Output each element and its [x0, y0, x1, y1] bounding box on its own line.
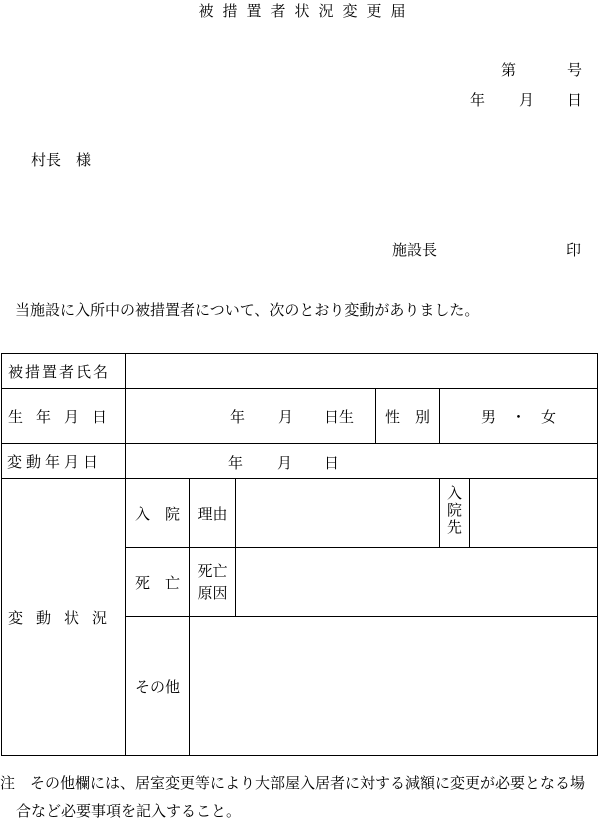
note-line1: 注 その他欄には、居室変更等により大部屋入居者に対する減額に変更が必要となる場 [0, 774, 586, 792]
change-form-table [1, 353, 598, 756]
status-label: 変動状況 [2, 479, 126, 756]
intro-text: 当施設に入所中の被措置者について、次のとおり変動がありました。 [15, 301, 480, 319]
name-field[interactable] [126, 354, 598, 389]
birth-day: 日生 [324, 408, 355, 426]
hospital-destination-text: 入院先 [447, 484, 463, 536]
hospital-reason-field[interactable] [236, 479, 440, 548]
change-month: 月 [277, 454, 293, 472]
hospital-destination-field[interactable] [470, 479, 598, 548]
name-label: 被措置者氏名 [2, 354, 126, 389]
date-year: 年 [470, 91, 486, 109]
date-day: 日 [567, 91, 583, 109]
change-date-field[interactable] [126, 444, 598, 479]
death-cause-line1: 死亡 [197, 562, 228, 580]
other-label: その他 [126, 617, 190, 756]
birth-label: 生年月日 [2, 389, 126, 444]
other-field[interactable] [190, 617, 598, 756]
sender-label: 施設長 [392, 241, 438, 259]
change-date-label: 変動年月日 [2, 444, 126, 479]
birth-month: 月 [278, 408, 294, 426]
seal-mark: 印 [566, 241, 582, 259]
hospital-reason-label: 理由 [190, 479, 236, 548]
death-label: 死 亡 [126, 548, 190, 617]
birth-year: 年 [230, 408, 246, 426]
hospital-label: 入 院 [126, 479, 190, 548]
death-cause-label [190, 548, 236, 617]
change-day: 日 [324, 454, 340, 472]
death-cause-line2: 原因 [197, 584, 228, 602]
sex-label: 性 別 [376, 389, 440, 444]
doc-number-dai: 第 [501, 61, 517, 79]
hospital-destination-label [440, 479, 470, 548]
date-month: 月 [519, 91, 535, 109]
note-line2: 合など必要事項を記入すること。 [16, 802, 242, 820]
doc-number-go: 号 [567, 61, 583, 79]
change-year: 年 [228, 454, 244, 472]
birth-field[interactable] [126, 389, 376, 444]
page-title: 被措置者状況変更届 [198, 2, 415, 20]
sex-options[interactable]: 男 ・ 女 [440, 389, 598, 444]
addressee: 村長 様 [31, 151, 92, 169]
death-cause-field[interactable] [236, 548, 598, 617]
